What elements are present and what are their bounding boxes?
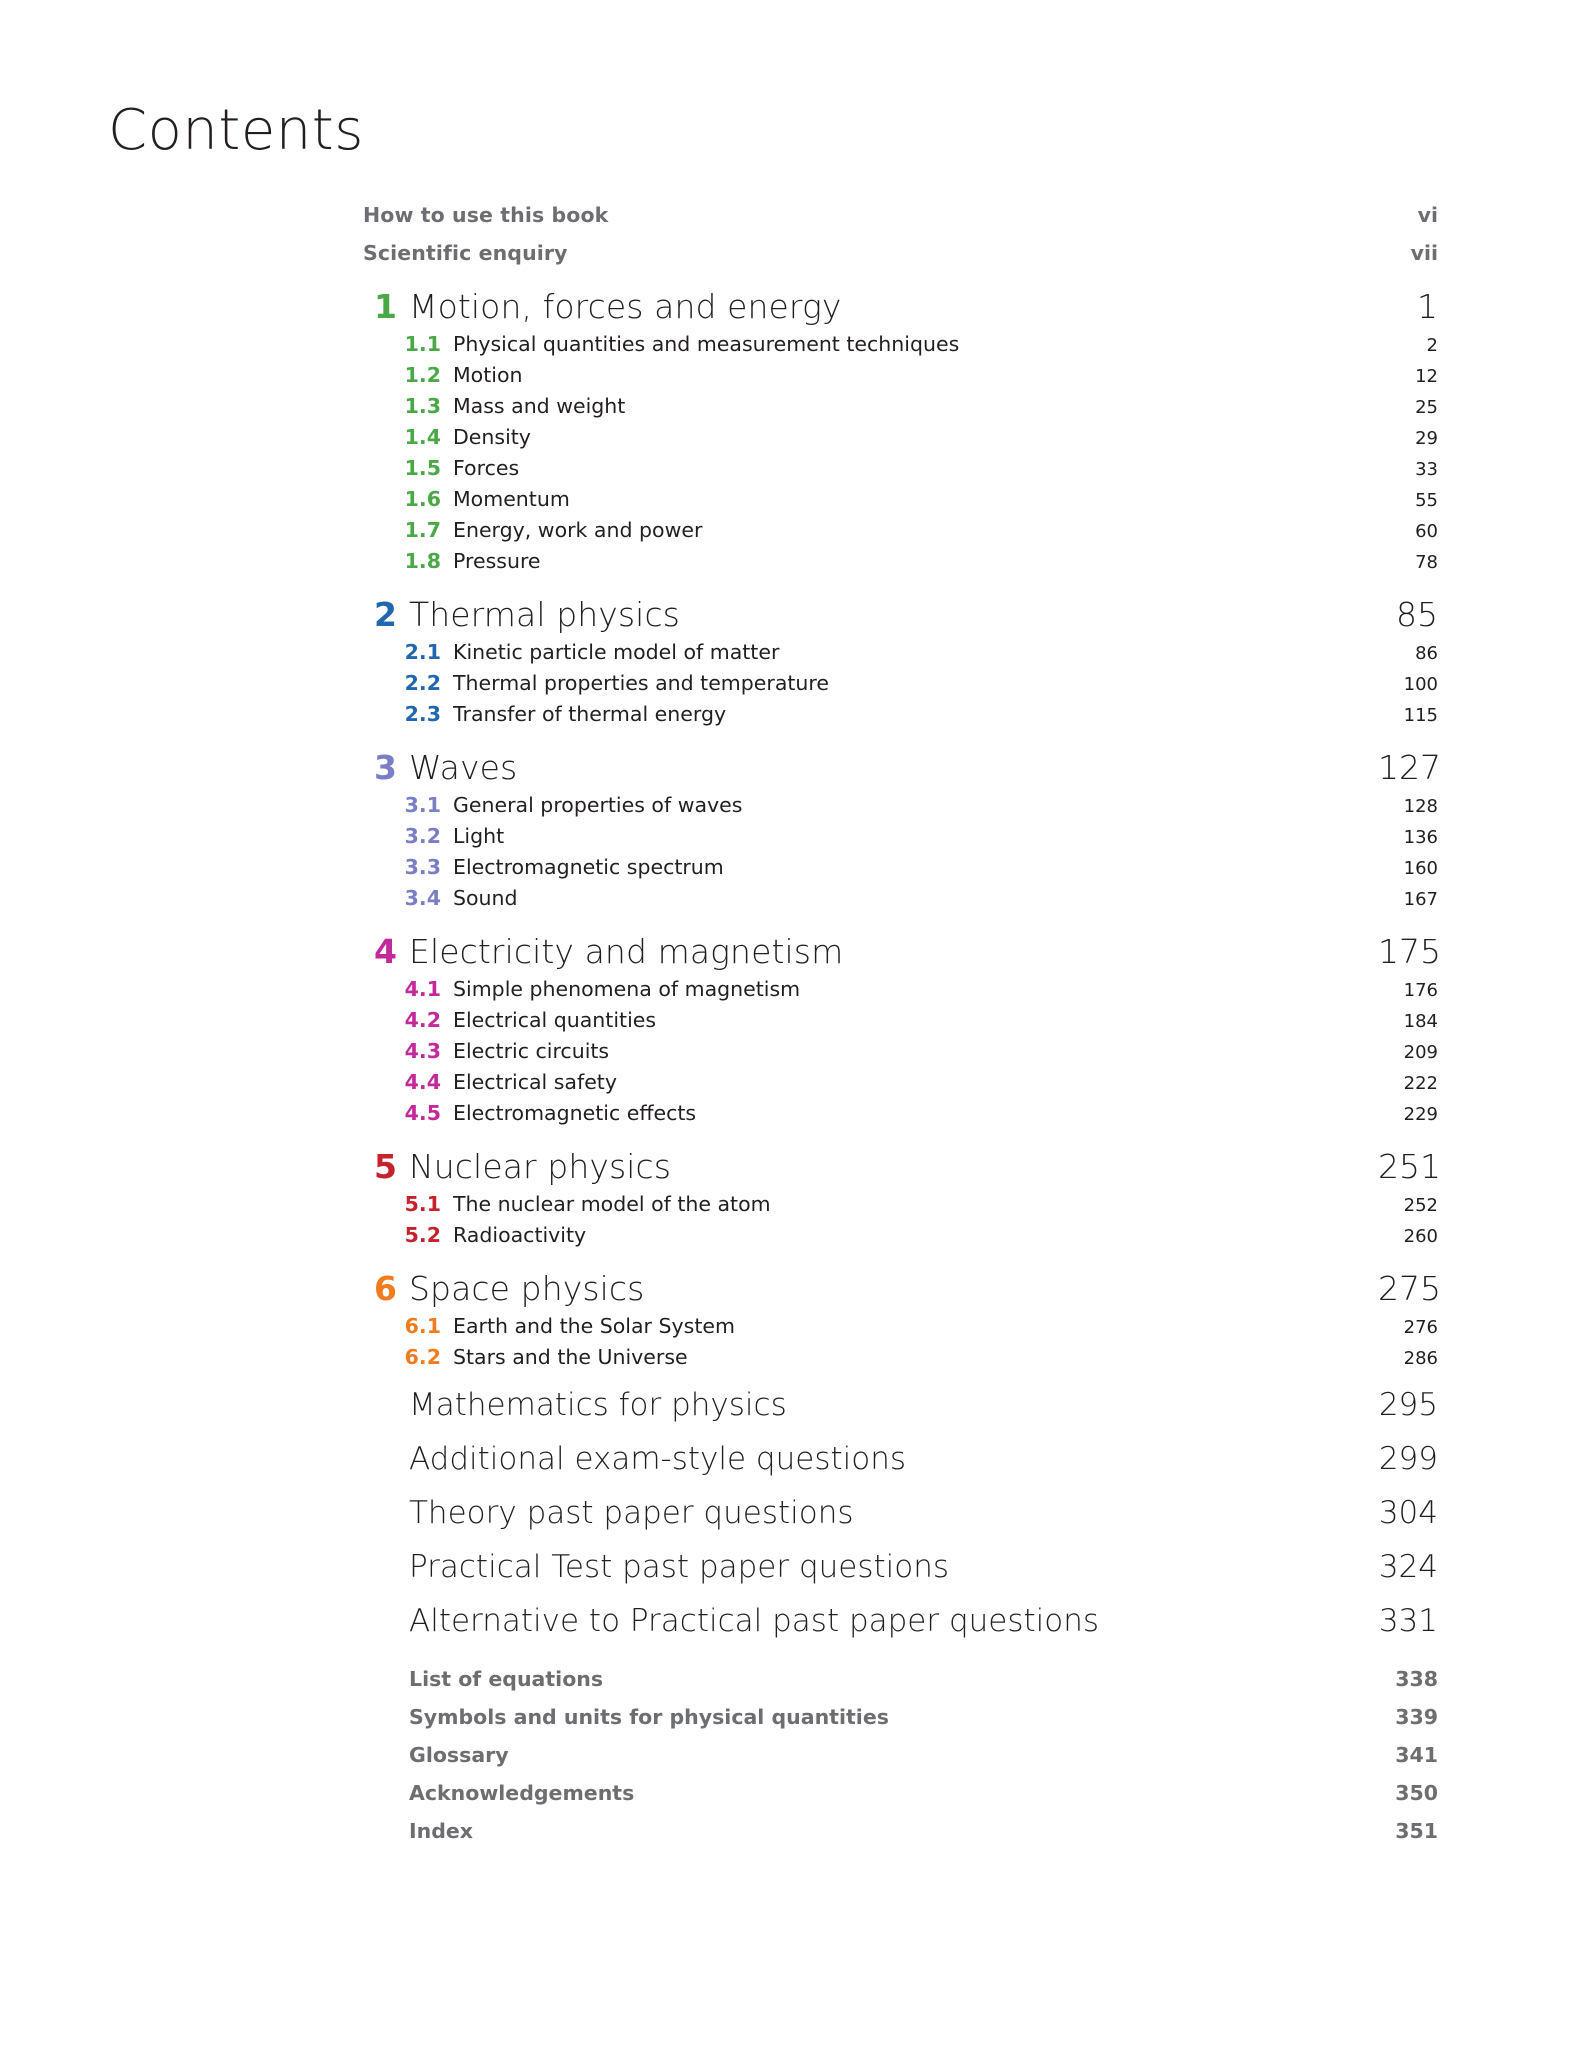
toc-entry[interactable] bbox=[363, 1705, 1438, 1729]
chapter-page: 175 bbox=[1378, 932, 1441, 971]
chapter-number: 3 bbox=[374, 748, 397, 787]
section-number: 6.1 bbox=[404, 1314, 441, 1338]
section-entry[interactable] bbox=[363, 824, 1438, 848]
toc-entry-label: List of equations bbox=[409, 1667, 604, 1691]
section-number: 1.7 bbox=[404, 518, 441, 542]
toc-entry-page: 351 bbox=[1395, 1819, 1438, 1843]
toc-entry-label: Scientific enquiry bbox=[363, 241, 568, 265]
toc-entry-page: 350 bbox=[1395, 1781, 1438, 1805]
section-entry[interactable] bbox=[363, 1345, 1438, 1369]
section-entry[interactable] bbox=[363, 549, 1438, 573]
section-entry[interactable] bbox=[363, 702, 1438, 726]
table-of-contents bbox=[363, 203, 1441, 1857]
chapter-number: 5 bbox=[374, 1147, 397, 1186]
section-label: Momentum bbox=[453, 487, 570, 511]
section-page: 12 bbox=[1415, 366, 1438, 387]
section-label: Electrical quantities bbox=[453, 1008, 657, 1032]
section-page: 184 bbox=[1403, 1011, 1438, 1032]
section-entry[interactable] bbox=[363, 487, 1438, 511]
toc-entry[interactable] bbox=[363, 203, 1438, 227]
toc-entry-page: 331 bbox=[1378, 1603, 1438, 1639]
section-page: 209 bbox=[1403, 1042, 1438, 1063]
section-number: 4.4 bbox=[404, 1070, 441, 1094]
section-number: 1.3 bbox=[404, 394, 441, 418]
toc-entry[interactable] bbox=[363, 1603, 1438, 1639]
section-number: 1.8 bbox=[404, 549, 441, 573]
section-number: 6.2 bbox=[404, 1345, 441, 1369]
section-label: Transfer of thermal energy bbox=[453, 702, 727, 726]
toc-entry-page: 339 bbox=[1395, 1705, 1438, 1729]
chapter-group-3 bbox=[363, 748, 1441, 910]
section-label: Electromagnetic effects bbox=[453, 1101, 697, 1125]
toc-entry-label: Index bbox=[409, 1819, 474, 1843]
section-number: 3.2 bbox=[404, 824, 441, 848]
section-page: 286 bbox=[1403, 1348, 1438, 1369]
toc-entry-page: 341 bbox=[1395, 1743, 1438, 1767]
section-label: Electromagnetic spectrum bbox=[453, 855, 724, 879]
chapter-page: 251 bbox=[1378, 1147, 1441, 1186]
section-number: 3.3 bbox=[404, 855, 441, 879]
toc-entry-label: Additional exam-style questions bbox=[409, 1441, 906, 1477]
toc-entry-label: Practical Test past paper questions bbox=[409, 1549, 950, 1585]
section-label: Light bbox=[453, 824, 505, 848]
section-label: Electric circuits bbox=[453, 1039, 610, 1063]
section-entry[interactable] bbox=[363, 518, 1438, 542]
section-page: 29 bbox=[1415, 428, 1438, 449]
chapter-entry[interactable] bbox=[363, 932, 1441, 971]
chapter-group-2 bbox=[363, 595, 1438, 726]
section-entry[interactable] bbox=[363, 1101, 1438, 1125]
toc-entry-label: Symbols and units for physical quantities bbox=[409, 1705, 889, 1729]
section-entry[interactable] bbox=[363, 425, 1438, 449]
chapter-page: 275 bbox=[1378, 1269, 1441, 1308]
toc-entry[interactable] bbox=[363, 241, 1438, 265]
section-page: 222 bbox=[1403, 1073, 1438, 1094]
section-number: 3.1 bbox=[404, 793, 441, 817]
chapter-title: Waves bbox=[409, 748, 518, 787]
toc-entry-label: Alternative to Practical past paper questions bbox=[409, 1603, 1100, 1639]
chapter-title: Electricity and magnetism bbox=[409, 932, 844, 971]
section-label: Stars and the Universe bbox=[453, 1345, 688, 1369]
toc-entry[interactable] bbox=[363, 1387, 1438, 1423]
section-page: 100 bbox=[1403, 674, 1438, 695]
section-label: Forces bbox=[453, 456, 520, 480]
toc-entry-page: 324 bbox=[1378, 1549, 1438, 1585]
chapter-title: Thermal physics bbox=[409, 595, 680, 634]
section-label: Simple phenomena of magnetism bbox=[453, 977, 801, 1001]
section-page: 167 bbox=[1403, 889, 1438, 910]
section-entry[interactable] bbox=[363, 1314, 1438, 1338]
section-entry[interactable] bbox=[363, 1070, 1438, 1094]
chapter-page: 1 bbox=[1417, 287, 1438, 326]
toc-entry[interactable] bbox=[363, 1667, 1438, 1691]
toc-entry-page: 338 bbox=[1395, 1667, 1438, 1691]
chapter-entry[interactable] bbox=[363, 1147, 1441, 1186]
section-label: Kinetic particle model of matter bbox=[453, 640, 780, 664]
section-page: 252 bbox=[1403, 1195, 1438, 1216]
section-number: 2.2 bbox=[404, 671, 441, 695]
section-number: 4.1 bbox=[404, 977, 441, 1001]
section-page: 33 bbox=[1415, 459, 1438, 480]
section-label: Mass and weight bbox=[453, 394, 626, 418]
section-entry[interactable] bbox=[363, 332, 1438, 356]
section-number: 2.3 bbox=[404, 702, 441, 726]
section-page: 55 bbox=[1415, 490, 1438, 511]
section-page: 60 bbox=[1415, 521, 1438, 542]
section-label: General properties of waves bbox=[453, 793, 743, 817]
section-label: Earth and the Solar System bbox=[453, 1314, 735, 1338]
toc-entry[interactable] bbox=[363, 1819, 1438, 1843]
chapter-entry[interactable] bbox=[363, 748, 1441, 787]
section-number: 1.4 bbox=[404, 425, 441, 449]
section-label: Electrical safety bbox=[453, 1070, 617, 1094]
section-label: Pressure bbox=[453, 549, 541, 573]
section-label: Thermal properties and temperature bbox=[453, 671, 830, 695]
chapter-title: Nuclear physics bbox=[409, 1147, 672, 1186]
chapter-entry[interactable] bbox=[363, 287, 1438, 326]
section-page: 276 bbox=[1403, 1317, 1438, 1338]
section-label: The nuclear model of the atom bbox=[453, 1192, 771, 1216]
toc-entry[interactable] bbox=[363, 1781, 1438, 1805]
chapter-entry[interactable] bbox=[363, 1269, 1441, 1308]
toc-entry-label: Mathematics for physics bbox=[409, 1387, 787, 1423]
section-number: 1.1 bbox=[404, 332, 441, 356]
chapter-number: 1 bbox=[374, 287, 397, 326]
section-label: Energy, work and power bbox=[453, 518, 703, 542]
section-number: 1.6 bbox=[404, 487, 441, 511]
section-entry[interactable] bbox=[363, 793, 1438, 817]
chapter-number: 4 bbox=[374, 932, 397, 971]
section-label: Radioactivity bbox=[453, 1223, 587, 1247]
section-page: 136 bbox=[1403, 827, 1438, 848]
chapter-title: Motion, forces and energy bbox=[409, 287, 842, 326]
big-entries-group bbox=[363, 1387, 1438, 1639]
section-entry[interactable] bbox=[363, 1039, 1438, 1063]
chapter-entry[interactable] bbox=[363, 595, 1438, 634]
section-entry[interactable] bbox=[363, 671, 1438, 695]
section-label: Sound bbox=[453, 886, 518, 910]
section-entry[interactable] bbox=[363, 456, 1438, 480]
section-label: Physical quantities and measurement techniques bbox=[453, 332, 960, 356]
section-page: 2 bbox=[1426, 335, 1438, 356]
page-title: Contents bbox=[108, 98, 364, 163]
section-page: 160 bbox=[1403, 858, 1438, 879]
section-page: 176 bbox=[1403, 980, 1438, 1001]
section-entry[interactable] bbox=[363, 394, 1438, 418]
chapter-group-5 bbox=[363, 1147, 1441, 1247]
toc-entry-page: vi bbox=[1417, 203, 1438, 227]
chapter-group-4 bbox=[363, 932, 1441, 1125]
section-entry[interactable] bbox=[363, 886, 1438, 910]
section-entry[interactable] bbox=[363, 640, 1438, 664]
section-number: 4.2 bbox=[404, 1008, 441, 1032]
chapter-group-1 bbox=[363, 287, 1438, 573]
chapter-page: 85 bbox=[1396, 595, 1438, 634]
toc-entry-label: How to use this book bbox=[363, 203, 609, 227]
section-number: 4.5 bbox=[404, 1101, 441, 1125]
chapter-page: 127 bbox=[1378, 748, 1441, 787]
toc-entry-page: 299 bbox=[1378, 1441, 1438, 1477]
section-label: Density bbox=[453, 425, 531, 449]
toc-entry[interactable] bbox=[363, 1441, 1438, 1477]
section-label: Motion bbox=[453, 363, 523, 387]
section-number: 3.4 bbox=[404, 886, 441, 910]
section-entry[interactable] bbox=[363, 1008, 1438, 1032]
section-entry[interactable] bbox=[363, 363, 1438, 387]
section-entry[interactable] bbox=[363, 1192, 1438, 1216]
section-number: 4.3 bbox=[404, 1039, 441, 1063]
toc-entry[interactable] bbox=[363, 1743, 1438, 1767]
section-page: 25 bbox=[1415, 397, 1438, 418]
chapter-number: 6 bbox=[374, 1269, 397, 1308]
section-page: 115 bbox=[1403, 705, 1438, 726]
toc-entry-page: 304 bbox=[1378, 1495, 1438, 1531]
section-page: 128 bbox=[1403, 796, 1438, 817]
section-number: 5.1 bbox=[404, 1192, 441, 1216]
section-entry[interactable] bbox=[363, 1223, 1438, 1247]
section-number: 1.2 bbox=[404, 363, 441, 387]
front-matter-group bbox=[363, 203, 1438, 265]
chapter-group-6 bbox=[363, 1269, 1441, 1369]
chapter-title: Space physics bbox=[409, 1269, 645, 1308]
toc-entry-label: Theory past paper questions bbox=[409, 1495, 854, 1531]
toc-entry[interactable] bbox=[363, 1549, 1438, 1585]
toc-entry-label: Acknowledgements bbox=[409, 1781, 635, 1805]
toc-entry-label: Glossary bbox=[409, 1743, 509, 1767]
back-matter-group bbox=[363, 1667, 1438, 1843]
spacer bbox=[363, 1649, 1438, 1659]
chapter-number: 2 bbox=[374, 595, 397, 634]
section-entry[interactable] bbox=[363, 855, 1438, 879]
section-page: 229 bbox=[1403, 1104, 1438, 1125]
section-number: 1.5 bbox=[404, 456, 441, 480]
section-entry[interactable] bbox=[363, 977, 1438, 1001]
section-number: 5.2 bbox=[404, 1223, 441, 1247]
section-page: 86 bbox=[1415, 643, 1438, 664]
toc-entry[interactable] bbox=[363, 1495, 1438, 1531]
section-number: 2.1 bbox=[404, 640, 441, 664]
section-page: 78 bbox=[1415, 552, 1438, 573]
section-page: 260 bbox=[1403, 1226, 1438, 1247]
toc-entry-page: vii bbox=[1410, 241, 1438, 265]
toc-entry-page: 295 bbox=[1378, 1387, 1438, 1423]
